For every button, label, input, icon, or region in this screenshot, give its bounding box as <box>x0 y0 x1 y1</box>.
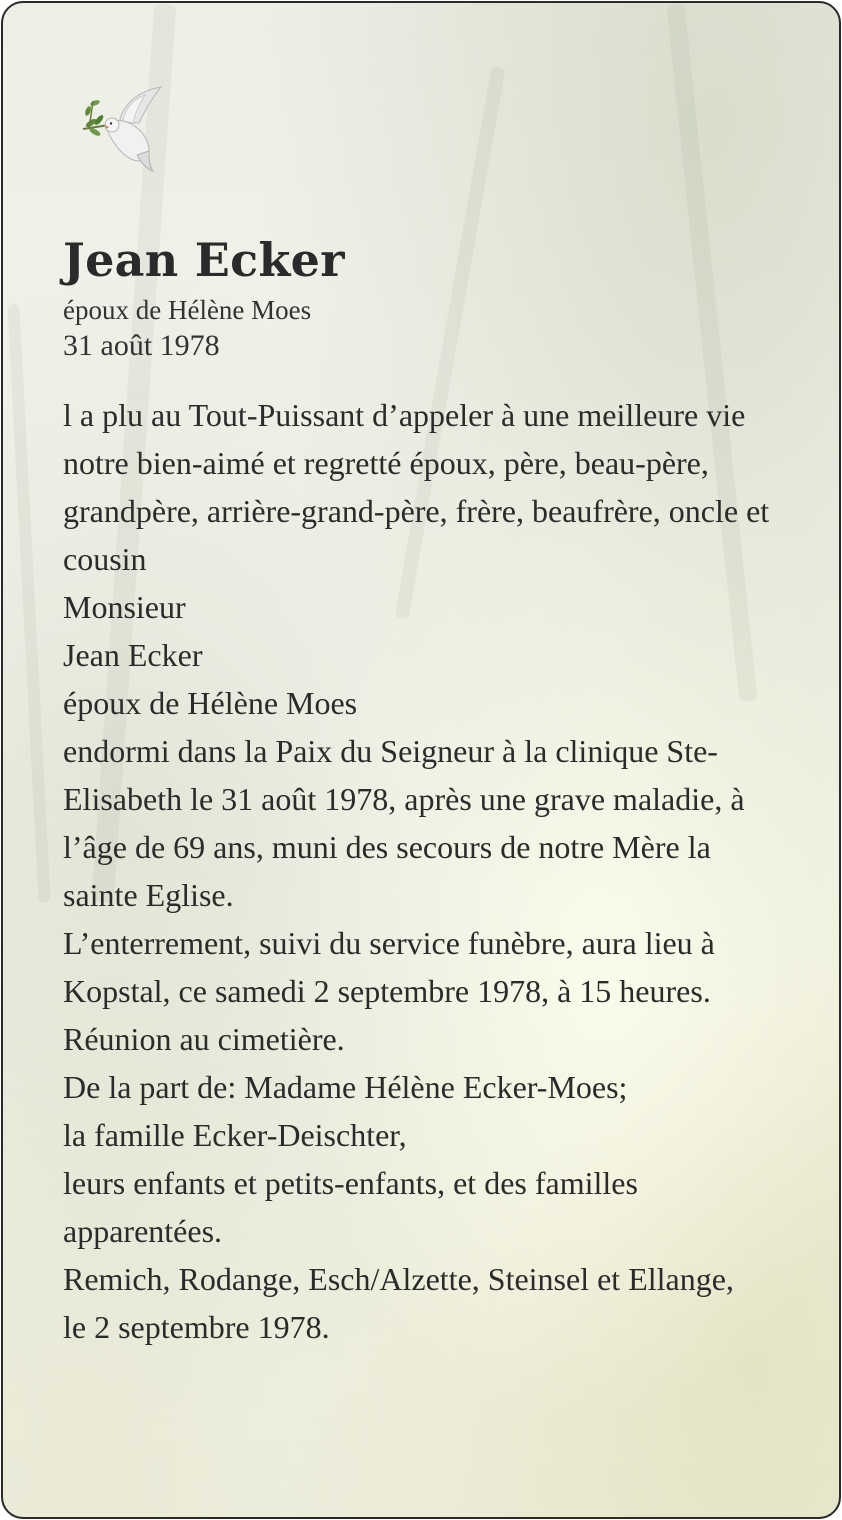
body-paragraph: la famille Ecker-Deischter, <box>63 1117 407 1153</box>
death-date: 31 août 1978 <box>63 329 220 362</box>
body-paragraph: L’enterrement, suivi du service funèbre, aura lieu à Kopstal, ce samedi 2 septembre 1978, à 15 heures. <box>63 925 715 1009</box>
obituary-card <box>1 1 841 1519</box>
body-paragraph: Jean Ecker <box>63 637 203 673</box>
obituary-content <box>63 231 793 1351</box>
obituary-text <box>63 391 793 1351</box>
deceased-name: Jean Ecker <box>63 233 345 287</box>
body-paragraph: Réunion au cimetière. <box>63 1021 345 1057</box>
body-paragraph: l a plu au Tout-Puissant d’appeler à une meilleure vie notre bien-aimé et regretté époux, père, beau-père, grandpère, arrière-grand-père, frère, beaufrère, oncle et cousin <box>63 397 770 577</box>
body-paragraph: époux de Hélène Moes <box>63 685 358 721</box>
body-paragraph: leurs enfants et petits-enfants, et des familles apparentées. <box>63 1165 638 1249</box>
dove-with-olive-branch-icon <box>79 85 169 175</box>
body-paragraph: De la part de: Madame Hélène Ecker-Moes; <box>63 1069 628 1105</box>
body-paragraph: le 2 septembre 1978. <box>63 1309 330 1345</box>
spouse-subtitle: époux de Hélène Moes <box>63 295 312 325</box>
body-paragraph: endormi dans la Paix du Seigneur à la clinique Ste-Elisabeth le 31 août 1978, après une grave maladie, à l’âge de 69 ans, muni des secours de notre Mère la sainte Eglise. <box>63 733 745 913</box>
background-tree-trunk <box>7 303 50 903</box>
body-paragraph: Monsieur <box>63 589 186 625</box>
body-paragraph: Remich, Rodange, Esch/Alzette, Steinsel et Ellange, <box>63 1261 734 1297</box>
